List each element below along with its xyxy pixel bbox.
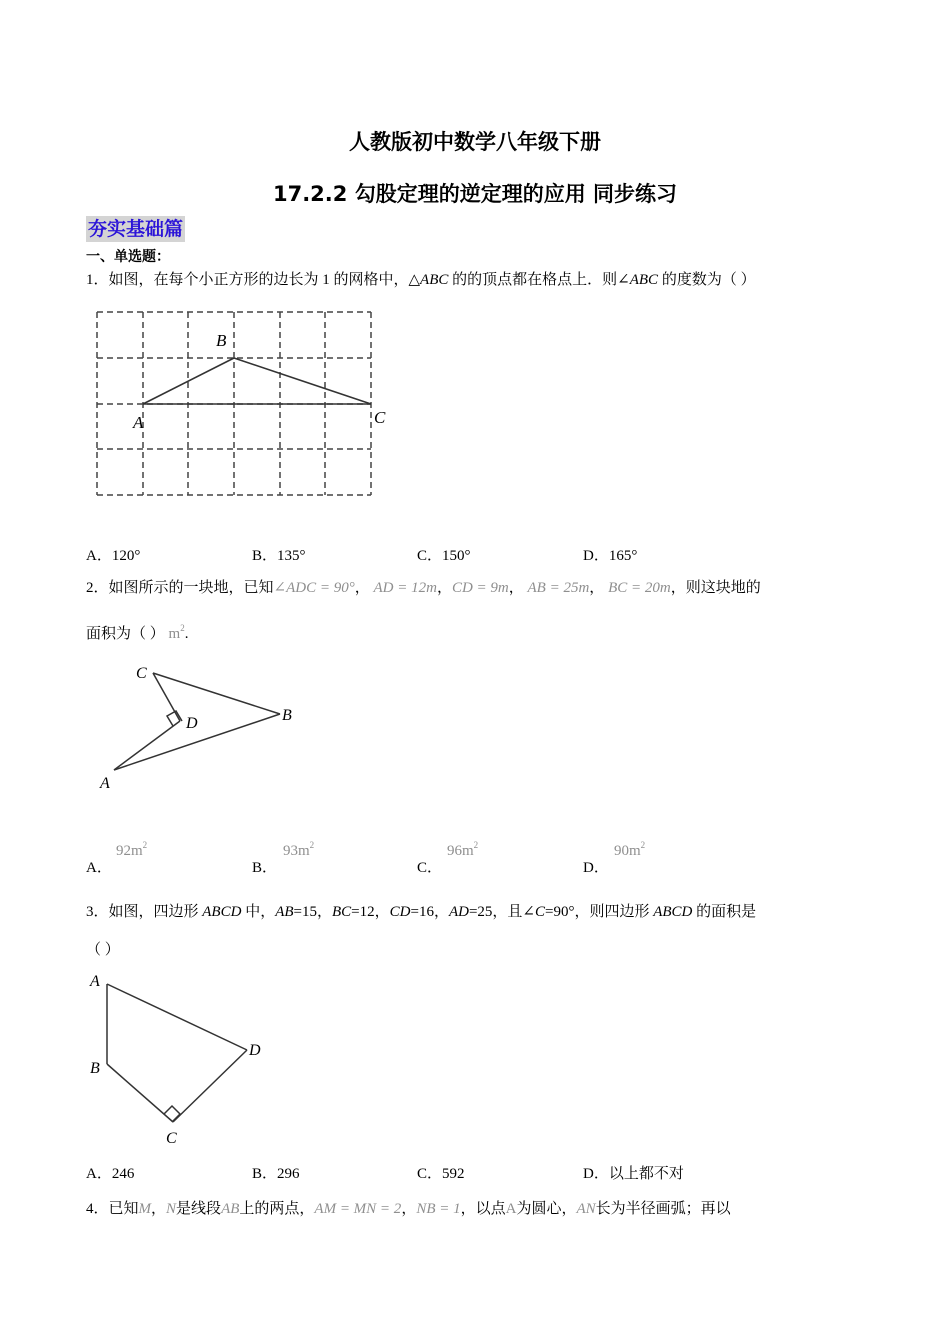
page-title: 人教版初中数学八年级下册 <box>349 130 601 154</box>
question-1-figure <box>88 300 388 510</box>
q3-option-a[interactable]: A．246 <box>86 1166 135 1182</box>
question-3-figure <box>86 966 276 1148</box>
label-a: A <box>90 973 100 990</box>
section-subheading: 一、单选题： <box>86 249 170 265</box>
label-c: C <box>374 408 386 427</box>
question-4-text: 4．已知M，N是线段AB上的两点，AM = MN = 2，NB = 1，以点A为圆心，AN长为半径画弧；再以 <box>86 1201 731 1217</box>
label-b: B <box>282 707 292 724</box>
q2-option-a-value[interactable]: $92m^2$ <box>116 840 148 859</box>
label-a: A <box>100 775 110 792</box>
q3-option-d[interactable]: D．以上都不对 <box>583 1166 684 1182</box>
quadrilateral-abcd <box>107 984 247 1122</box>
question-3-text-line2: （ ） <box>86 942 120 958</box>
label-b: B <box>90 1060 100 1077</box>
q2-option-d-value[interactable]: $90m^2$ <box>614 840 646 859</box>
q2-option-c-letter[interactable]: C． <box>417 860 443 876</box>
question-2-figure <box>96 660 306 795</box>
question-3-text: 3．如图，四边形 ABCD 中，AB=15，BC=12，CD=16，AD=25，且∠C=90°，则四边形 ABCD 的面积是 <box>86 904 757 920</box>
q1-option-b[interactable]: B．135° <box>252 548 306 564</box>
label-c: C <box>166 1130 177 1147</box>
triangle-abc <box>143 358 371 404</box>
question-2-text-line2: 面积为（ ） $m^2$. <box>86 623 189 642</box>
q1-option-d[interactable]: D．165° <box>583 548 638 564</box>
label-d: D <box>186 715 198 732</box>
section-heading: 夯实基础篇 <box>88 218 184 240</box>
label-b: B <box>216 331 227 350</box>
q2-option-c-value[interactable]: $96m^2$ <box>447 840 479 859</box>
question-2-text: 2．如图所示的一块地，已知∠ADC = 90°， AD = 12m，CD = 9m， AB = 25m， BC = 20m，则这块地的 <box>86 580 761 596</box>
q2-option-b-letter[interactable]: B． <box>252 860 278 876</box>
question-1-text: 1．如图，在每个小正方形的边长为 1 的网格中，△ABC 的的顶点都在格点上．则∠ABC 的度数为（ ） <box>86 272 756 288</box>
q2-option-d-letter[interactable]: D． <box>583 860 609 876</box>
label-d: D <box>249 1042 261 1059</box>
q2-option-a-letter[interactable]: A． <box>86 860 112 876</box>
q2-option-b-value[interactable]: $93m^2$ <box>283 840 315 859</box>
q3-option-b[interactable]: B．296 <box>252 1166 300 1182</box>
label-c: C <box>136 665 147 682</box>
q3-option-c[interactable]: C．592 <box>417 1166 465 1182</box>
page-subtitle: 17.2.2 勾股定理的逆定理的应用 同步练习 <box>272 182 678 206</box>
q1-option-a[interactable]: A．120° <box>86 548 141 564</box>
label-a: A <box>133 413 144 432</box>
q1-option-c[interactable]: C．150° <box>417 548 471 564</box>
